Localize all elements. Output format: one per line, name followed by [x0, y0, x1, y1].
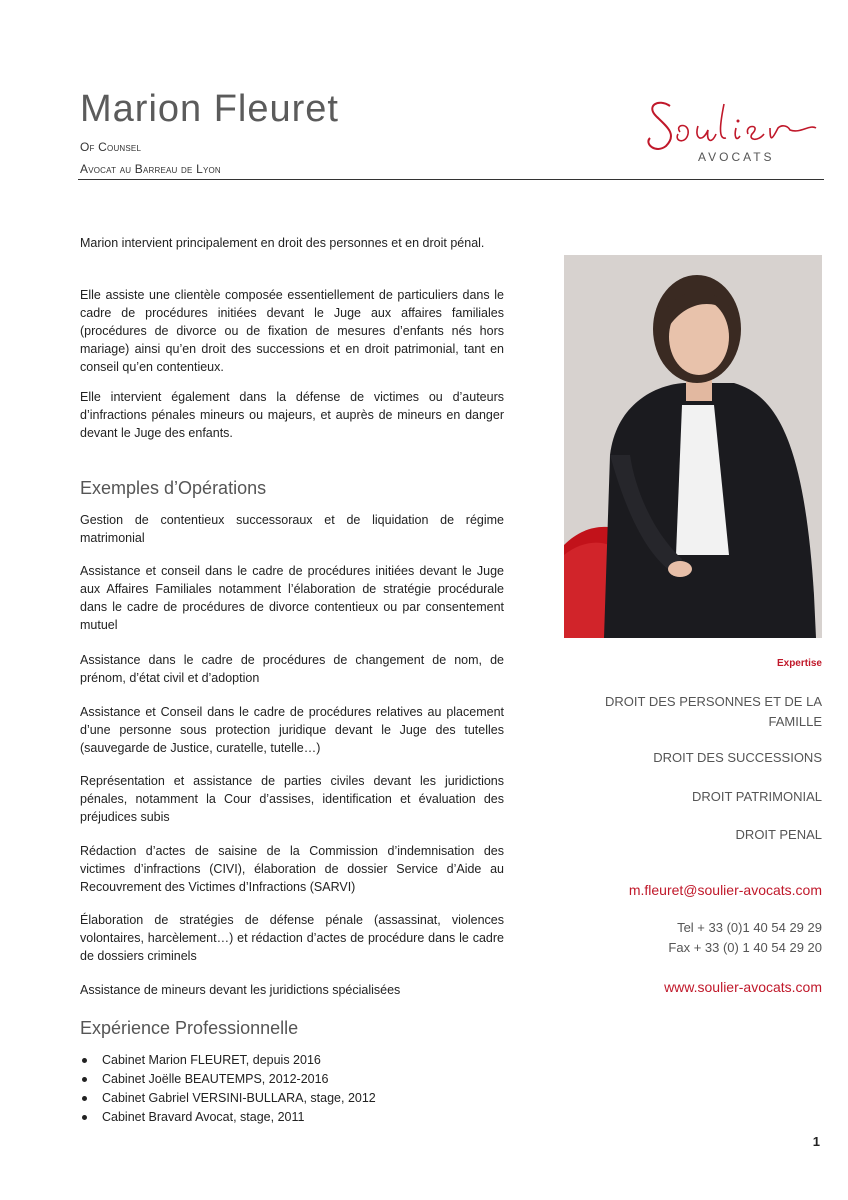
- experience-heading: Expérience Professionnelle: [80, 1018, 299, 1038]
- operation-item: Élaboration de stratégies de défense pénale (assassinat, violences volontaires, harcèlement…) et rédaction d’actes de procédure dans le cadre de dossiers criminels: [80, 913, 504, 963]
- header-divider: [78, 179, 824, 180]
- operation-item: Représentation et assistance de parties civiles devant les juridictions pénales, notamment la Cour d’assises, identification et évaluation des préjudices subis: [80, 774, 504, 824]
- role-title: Of Counsel: [80, 140, 142, 154]
- phone-number: Tel + 33 (0)1 40 54 29 29: [677, 920, 822, 935]
- intro-paragraph-1: Marion intervient principalement en droit des personnes et en droit pénal.: [80, 236, 485, 250]
- operation-item: Rédaction d’actes de saisine de la Commission d’indemnisation des victimes d’infractions (CIVI), élaboration de dossier Service d’Aide au Recouvrement des Victimes d’Infractions (SARVI): [80, 844, 504, 894]
- expertise-item: DROIT PATRIMONIAL: [691, 789, 822, 804]
- experience-list: [80, 1051, 376, 1127]
- intro-paragraph-3: Elle intervient également dans la défense de victimes ou d’auteurs d’infractions pénales mineurs ou majeurs, et auprès de mineurs en danger devant le Juge des enfants.: [80, 390, 504, 440]
- logo-wordmark: AVOCATS: [698, 150, 775, 164]
- experience-item: Cabinet Gabriel VERSINI-BULLARA, stage, 2012: [80, 1089, 376, 1108]
- website-link[interactable]: www.soulier-avocats.com: [664, 979, 822, 995]
- operation-item: Assistance dans le cadre de procédures de changement de nom, de prénom, d’état civil et d’adoption: [80, 653, 504, 685]
- page-number: 1: [812, 1134, 820, 1149]
- intro-paragraph-2: Elle assiste une clientèle composée essentiellement de particuliers dans le cadre de procédures initiées devant le Juge aux affaires familiales (procédures de divorce ou de fixation de mesures d’enfants nés hors mariage) ainsi qu’en droit des successions et en droit patrimonial, tant en conseil qu’en contentieux.: [80, 288, 504, 374]
- experience-item: Cabinet Joëlle BEAUTEMPS, 2012-2016: [80, 1070, 376, 1089]
- bar-title: Avocat au Barreau de Lyon: [80, 162, 221, 176]
- operation-item: Assistance de mineurs devant les juridictions spécialisées: [80, 983, 401, 997]
- operations-heading: Exemples d’Opérations: [80, 478, 267, 498]
- portrait-photo: [564, 255, 822, 638]
- expertise-item: DROIT DES PERSONNES ET DE LA FAMILLE: [605, 694, 822, 729]
- expertise-item: DROIT PENAL: [735, 827, 822, 842]
- operation-item: Gestion de contentieux successoraux et de liquidation de régime matrimonial: [80, 513, 504, 545]
- expertise-label: Expertise: [776, 658, 822, 669]
- person-name: Marion Fleuret: [80, 88, 339, 130]
- fax-number: Fax + 33 (0) 1 40 54 29 20: [668, 940, 822, 955]
- experience-item: Cabinet Bravard Avocat, stage, 2011: [80, 1108, 376, 1127]
- email-link[interactable]: m.fleuret@soulier-avocats.com: [628, 882, 822, 898]
- experience-item: Cabinet Marion FLEURET, depuis 2016: [80, 1051, 376, 1070]
- expertise-item: DROIT DES SUCCESSIONS: [653, 750, 822, 765]
- operation-item: Assistance et conseil dans le cadre de procédures initiées devant le Juge aux Affaires Familiales notamment l’élaboration de stratégie procédurale dans le cadre de procédures de divorce contentieux ou par consentement mutuel: [80, 564, 504, 632]
- operation-item: Assistance et Conseil dans le cadre de procédures relatives au placement d’une personne sous protection juridique devant le Juge des tutelles (sauvegarde de Justice, curatelle, tutelle…): [80, 705, 504, 755]
